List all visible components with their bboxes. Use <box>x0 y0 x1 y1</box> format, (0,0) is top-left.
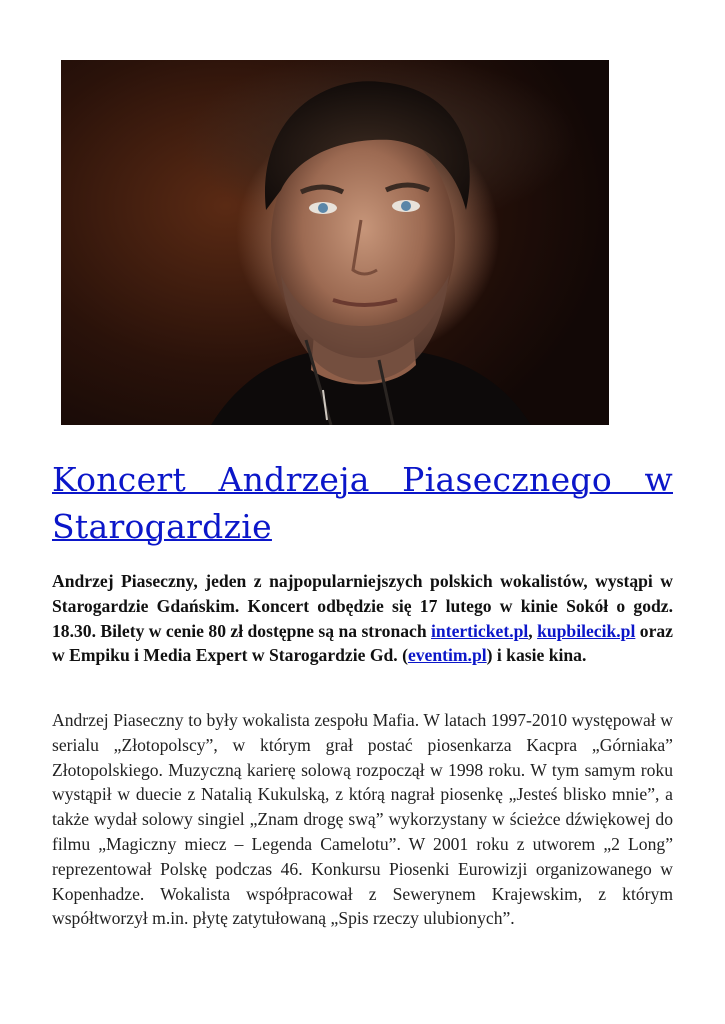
lead-text-3: ) i kasie kina. <box>486 645 587 666</box>
article-lead <box>52 569 673 668</box>
article-body: Andrzej Piaseczny to były wokalista zespołu Mafia. W latach 1997-2010 występował w serialu „Złotopolscy”, w którym grał postać piosenkarza Kacpra „Górniaka” Złotopolskiego. Muzyczną karierę solową rozpoczął w 1998 roku. W tym samym roku wystąpił w duecie z Natalią Kukulską, z którą nagrał piosenkę „Jesteś blisko mnie”, a także wydał solowy singiel „Znam drogę swą” wykorzystany w ścieżce dźwiękowej do filmu „Magiczny miecz – Legenda Camelotu”. W 2001 roku z utworem „2 Long” reprezentował Polskę podczas 46. Konkursu Piosenki Eurowizji organizowanego w Kopenhadze. Wokalista współpracował z Sewerynem Krajewskim, z którym współtworzył m.in. płytę zatytułowaną „Spis rzeczy ulubionych”. <box>52 710 673 929</box>
lead-separator: , <box>528 620 538 641</box>
lead-text-2: oraz w Empiku i Media Expert w Starogardzie Gd. ( <box>52 620 673 666</box>
kupbilecik-link[interactable]: kupbilecik.pl <box>537 620 636 641</box>
eventim-link[interactable]: eventim.pl <box>407 645 487 666</box>
interticket-link[interactable]: interticket.pl <box>431 620 529 641</box>
portrait-image <box>61 60 609 425</box>
article-title <box>52 456 673 550</box>
article-title-link[interactable]: Koncert Andrzeja Piasecznego w Starogardzie <box>52 460 673 546</box>
lead-text-1: Andrzej Piaseczny, jeden z najpopularniejszych polskich wokalistów, wystąpi w Starogardzie Gdańskim. Koncert odbędzie się 17 lutego w kinie Sokół o godz. 18.30. Bilety w cenie 80 zł dostępne są na stronach <box>52 571 673 641</box>
article-photo <box>61 60 609 425</box>
